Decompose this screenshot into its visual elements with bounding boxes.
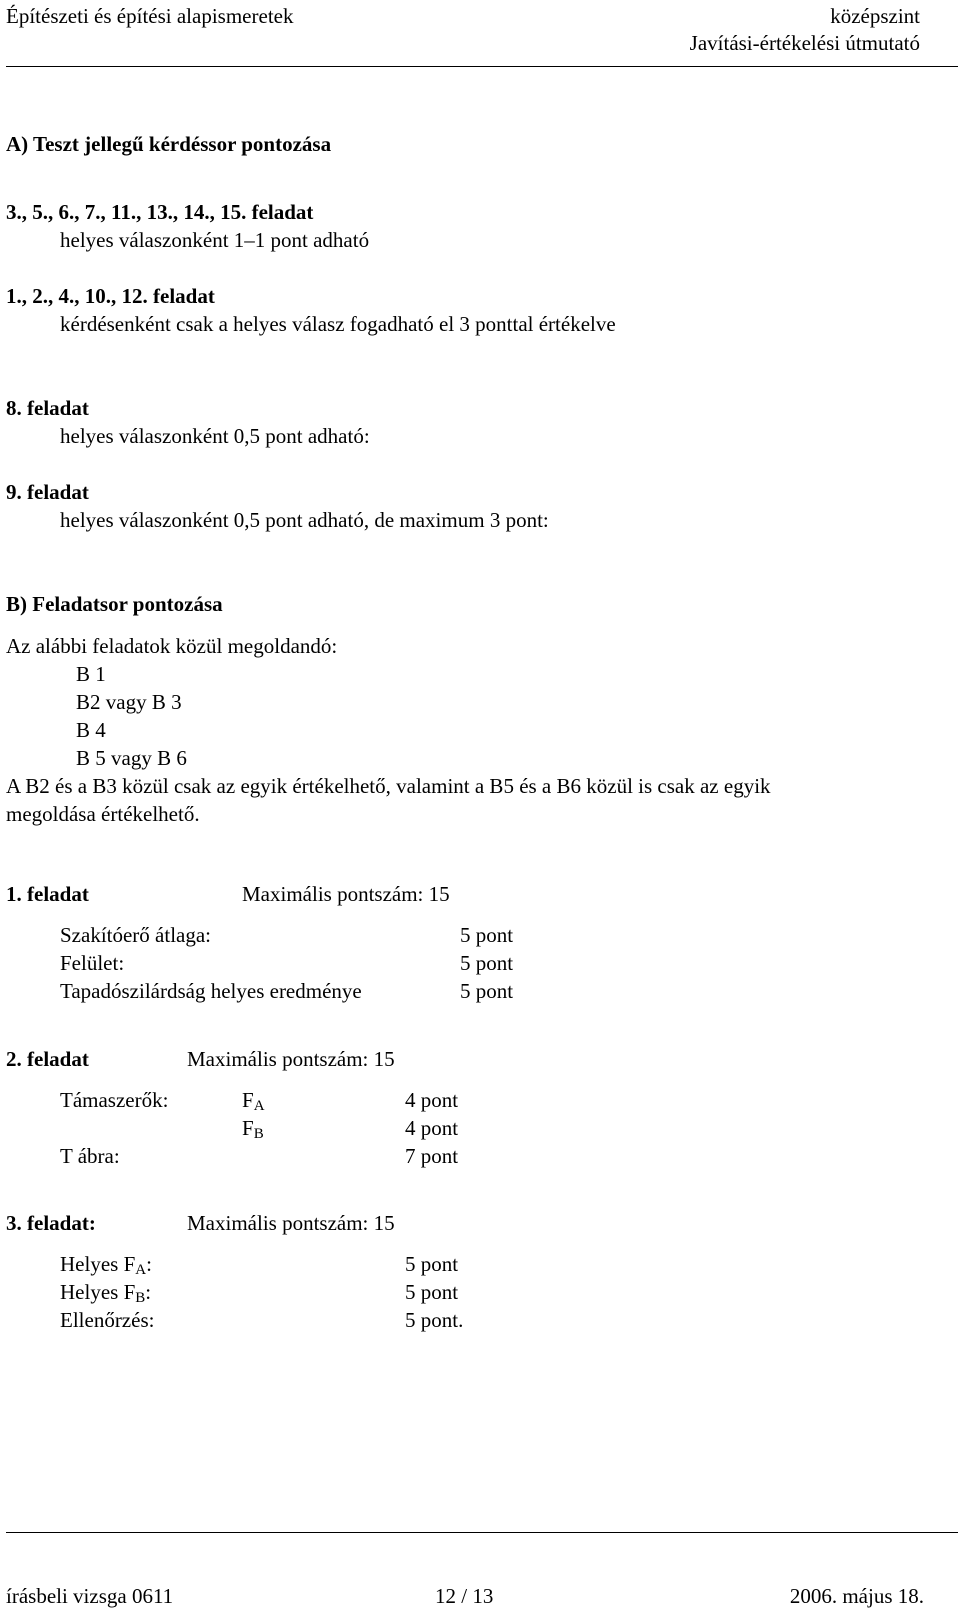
group1-text: helyes válaszonként 1–1 pont adható — [60, 228, 370, 252]
list-item: B2 vagy B 3 — [76, 690, 182, 714]
header-rule — [6, 66, 958, 67]
task3-row-label: Ellenőrzés: — [60, 1308, 155, 1332]
task3-row-points: 5 pont — [405, 1280, 459, 1304]
section-b-intro: Az alábbi feladatok közül megoldandó: — [6, 634, 338, 658]
task3-max-score: Maximális pontszám: 15 — [187, 1211, 395, 1235]
task2-row-points: 4 pont — [405, 1088, 459, 1112]
section-b-note: A B2 és a B3 közül csak az egyik értékelhető, valamint a B5 és a B6 közül is csak az egyik — [6, 774, 771, 798]
group1-heading: 3., 5., 6., 7., 11., 13., 14., 15. feladat — [6, 200, 314, 224]
task1-row-points: 5 pont — [460, 951, 514, 975]
task1-row-points: 5 pont — [460, 923, 514, 947]
task2-row-symbol: $F_B$ — [242, 1116, 264, 1142]
group4-heading: 9. feladat — [6, 480, 89, 504]
subscript: B — [253, 1126, 264, 1142]
task3-heading: 3. feladat: — [6, 1211, 96, 1235]
task1-row-label: Felület: — [60, 951, 125, 975]
section-b-title: B) Feladatsor pontozása — [6, 592, 223, 616]
header-guide-title: Javítási-értékelési útmutató — [689, 31, 920, 55]
task2-row-label: Támaszerők: — [60, 1088, 169, 1112]
task3-row-label: Helyes $F_B$: — [60, 1280, 152, 1306]
subscript: A — [135, 1262, 147, 1278]
group2-heading: 1., 2., 4., 10., 12. feladat — [6, 284, 215, 308]
footer-exam-code: írásbeli vizsga 0611 — [6, 1584, 174, 1608]
task1-row-points: 5 pont — [460, 979, 514, 1003]
subscript: B — [135, 1290, 146, 1306]
group4-text: helyes válaszonként 0,5 pont adható, de maximum 3 pont: — [60, 508, 549, 532]
task2-row-label: T ábra: — [60, 1144, 120, 1168]
task2-row-symbol: $F_A$ — [242, 1088, 265, 1114]
task3-row-points: 5 pont. — [405, 1308, 464, 1332]
task2-max-score: Maximális pontszám: 15 — [187, 1047, 395, 1071]
subscript: A — [253, 1098, 265, 1114]
task1-row-label: Tapadószilárdság helyes eredménye — [60, 979, 362, 1003]
group3-heading: 8. feladat — [6, 396, 89, 420]
list-item: B 5 vagy B 6 — [76, 746, 187, 770]
footer-rule — [6, 1532, 958, 1533]
task3-row-points: 5 pont — [405, 1252, 459, 1276]
footer-page-number: 12 / 13 — [435, 1584, 494, 1608]
header-subject: Építészeti és építési alapismeretek — [6, 4, 294, 28]
section-b-note-cont: megoldása értékelhető. — [6, 802, 200, 826]
task3-row-label: Helyes $F_A$: — [60, 1252, 152, 1278]
task1-heading: 1. feladat — [6, 882, 89, 906]
list-item: B 4 — [76, 718, 106, 742]
list-item: B 1 — [76, 662, 106, 686]
task2-heading: 2. feladat — [6, 1047, 89, 1071]
group2-text: kérdésenként csak a helyes válasz fogadható el 3 ponttal értékelve — [60, 312, 616, 336]
task2-row-points: 7 pont — [405, 1144, 459, 1168]
group3-text: helyes válaszonként 0,5 pont adható: — [60, 424, 370, 448]
task1-max-score: Maximális pontszám: 15 — [242, 882, 450, 906]
section-a-title: A) Teszt jellegű kérdéssor pontozása — [6, 132, 332, 156]
task2-row-points: 4 pont — [405, 1116, 459, 1140]
header-level: középszint — [830, 4, 920, 28]
task1-row-label: Szakítóerő átlaga: — [60, 923, 212, 947]
footer-date: 2006. május 18. — [789, 1584, 924, 1608]
